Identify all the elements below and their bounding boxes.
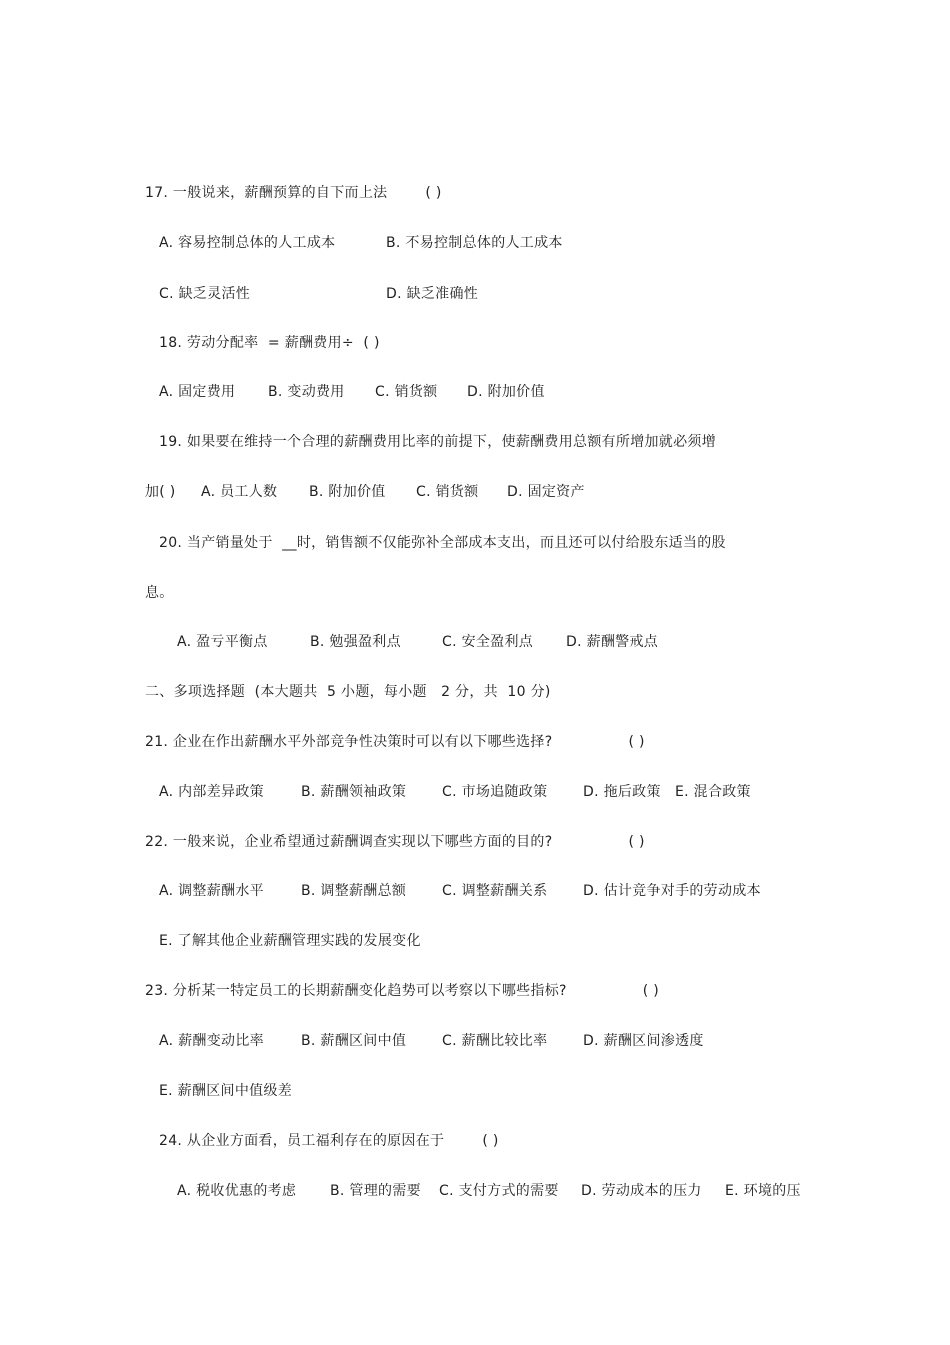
question-24-option-a: A. 税收优惠的考虑: [177, 1183, 297, 1199]
question-19-option-b: B. 附加价值: [309, 484, 386, 500]
question-22-option-c: C. 调整薪酬关系: [442, 883, 548, 899]
question-19-continuation: 加( ): [145, 484, 176, 500]
question-22-option-e: E. 了解其他企业薪酬管理实践的发展变化: [159, 933, 421, 949]
question-23-option-e: E. 薪酬区间中值级差: [159, 1083, 293, 1099]
question-23-option-d: D. 薪酬区间渗透度: [583, 1033, 704, 1049]
question-18-option-c: C. 销货额: [375, 384, 438, 400]
question-24-option-e: E. 环境的压: [725, 1183, 801, 1199]
question-20-option-d: D. 薪酬警戒点: [566, 634, 659, 650]
question-17-stem: 17. 一般说来，薪酬预算的自下而上法 ( ): [145, 185, 442, 201]
question-24-option-d: D. 劳动成本的压力: [581, 1183, 702, 1199]
question-18-option-b: B. 变动费用: [268, 384, 345, 400]
question-24-stem: 24. 从企业方面看，员工福利存在的原因在于 ( ): [159, 1133, 499, 1149]
question-21-option-a: A. 内部差异政策: [159, 784, 264, 800]
question-23-option-b: B. 薪酬区间中值: [301, 1033, 407, 1049]
question-24-option-c: C. 支付方式的需要: [439, 1183, 559, 1199]
question-17-option-d: D. 缺乏准确性: [386, 286, 479, 302]
question-22-option-d: D. 估计竞争对手的劳动成本: [583, 883, 761, 899]
question-18-option-d: D. 附加价值: [467, 384, 545, 400]
question-19-option-c: C. 销货额: [416, 484, 479, 500]
question-18-option-a: A. 固定费用: [159, 384, 236, 400]
question-19-stem: 19. 如果要在维持一个合理的薪酬费用比率的前提下，使薪酬费用总额有所增加就必须增: [159, 434, 717, 450]
question-24-option-b: B. 管理的需要: [330, 1183, 421, 1199]
question-23-option-a: A. 薪酬变动比率: [159, 1033, 264, 1049]
question-20-stem: 20. 当产销量处于 __时，销售额不仅能弥补全部成本支出，而且还可以付给股东适当的股: [159, 535, 726, 551]
question-17-option-c: C. 缺乏灵活性: [159, 286, 251, 302]
question-21-option-b: B. 薪酬领袖政策: [301, 784, 407, 800]
section-heading-multiple-choice: 二、多项选择题 (本大题共 5 小题，每小题 2 分，共 10 分): [145, 684, 551, 700]
question-21-option-c: C. 市场追随政策: [442, 784, 548, 800]
question-20-continuation: 息。: [145, 585, 174, 601]
question-20-option-c: C. 安全盈利点: [442, 634, 534, 650]
question-17-option-b: B. 不易控制总体的人工成本: [386, 235, 563, 251]
question-17-option-a: A. 容易控制总体的人工成本: [159, 235, 336, 251]
question-23-stem: 23. 分析某一特定员工的长期薪酬变化趋势可以考察以下哪些指标? ( ): [145, 983, 660, 999]
question-18-stem: 18. 劳动分配率 = 薪酬费用÷ ( ): [159, 335, 380, 351]
question-21-stem: 21. 企业在作出薪酬水平外部竞争性决策时可以有以下哪些选择? ( ): [145, 734, 645, 750]
question-21-option-e: E. 混合政策: [675, 784, 751, 800]
question-20-option-a: A. 盈亏平衡点: [177, 634, 268, 650]
question-20-option-b: B. 勉强盈利点: [310, 634, 401, 650]
question-22-stem: 22. 一般来说，企业希望通过薪酬调查实现以下哪些方面的目的? ( ): [145, 834, 645, 850]
question-19-option-d: D. 固定资产: [507, 484, 585, 500]
question-23-option-c: C. 薪酬比较比率: [442, 1033, 548, 1049]
question-19-option-a: A. 员工人数: [201, 484, 278, 500]
question-21-option-d: D. 拖后政策: [583, 784, 661, 800]
question-22-option-b: B. 调整薪酬总额: [301, 883, 407, 899]
question-22-option-a: A. 调整薪酬水平: [159, 883, 264, 899]
